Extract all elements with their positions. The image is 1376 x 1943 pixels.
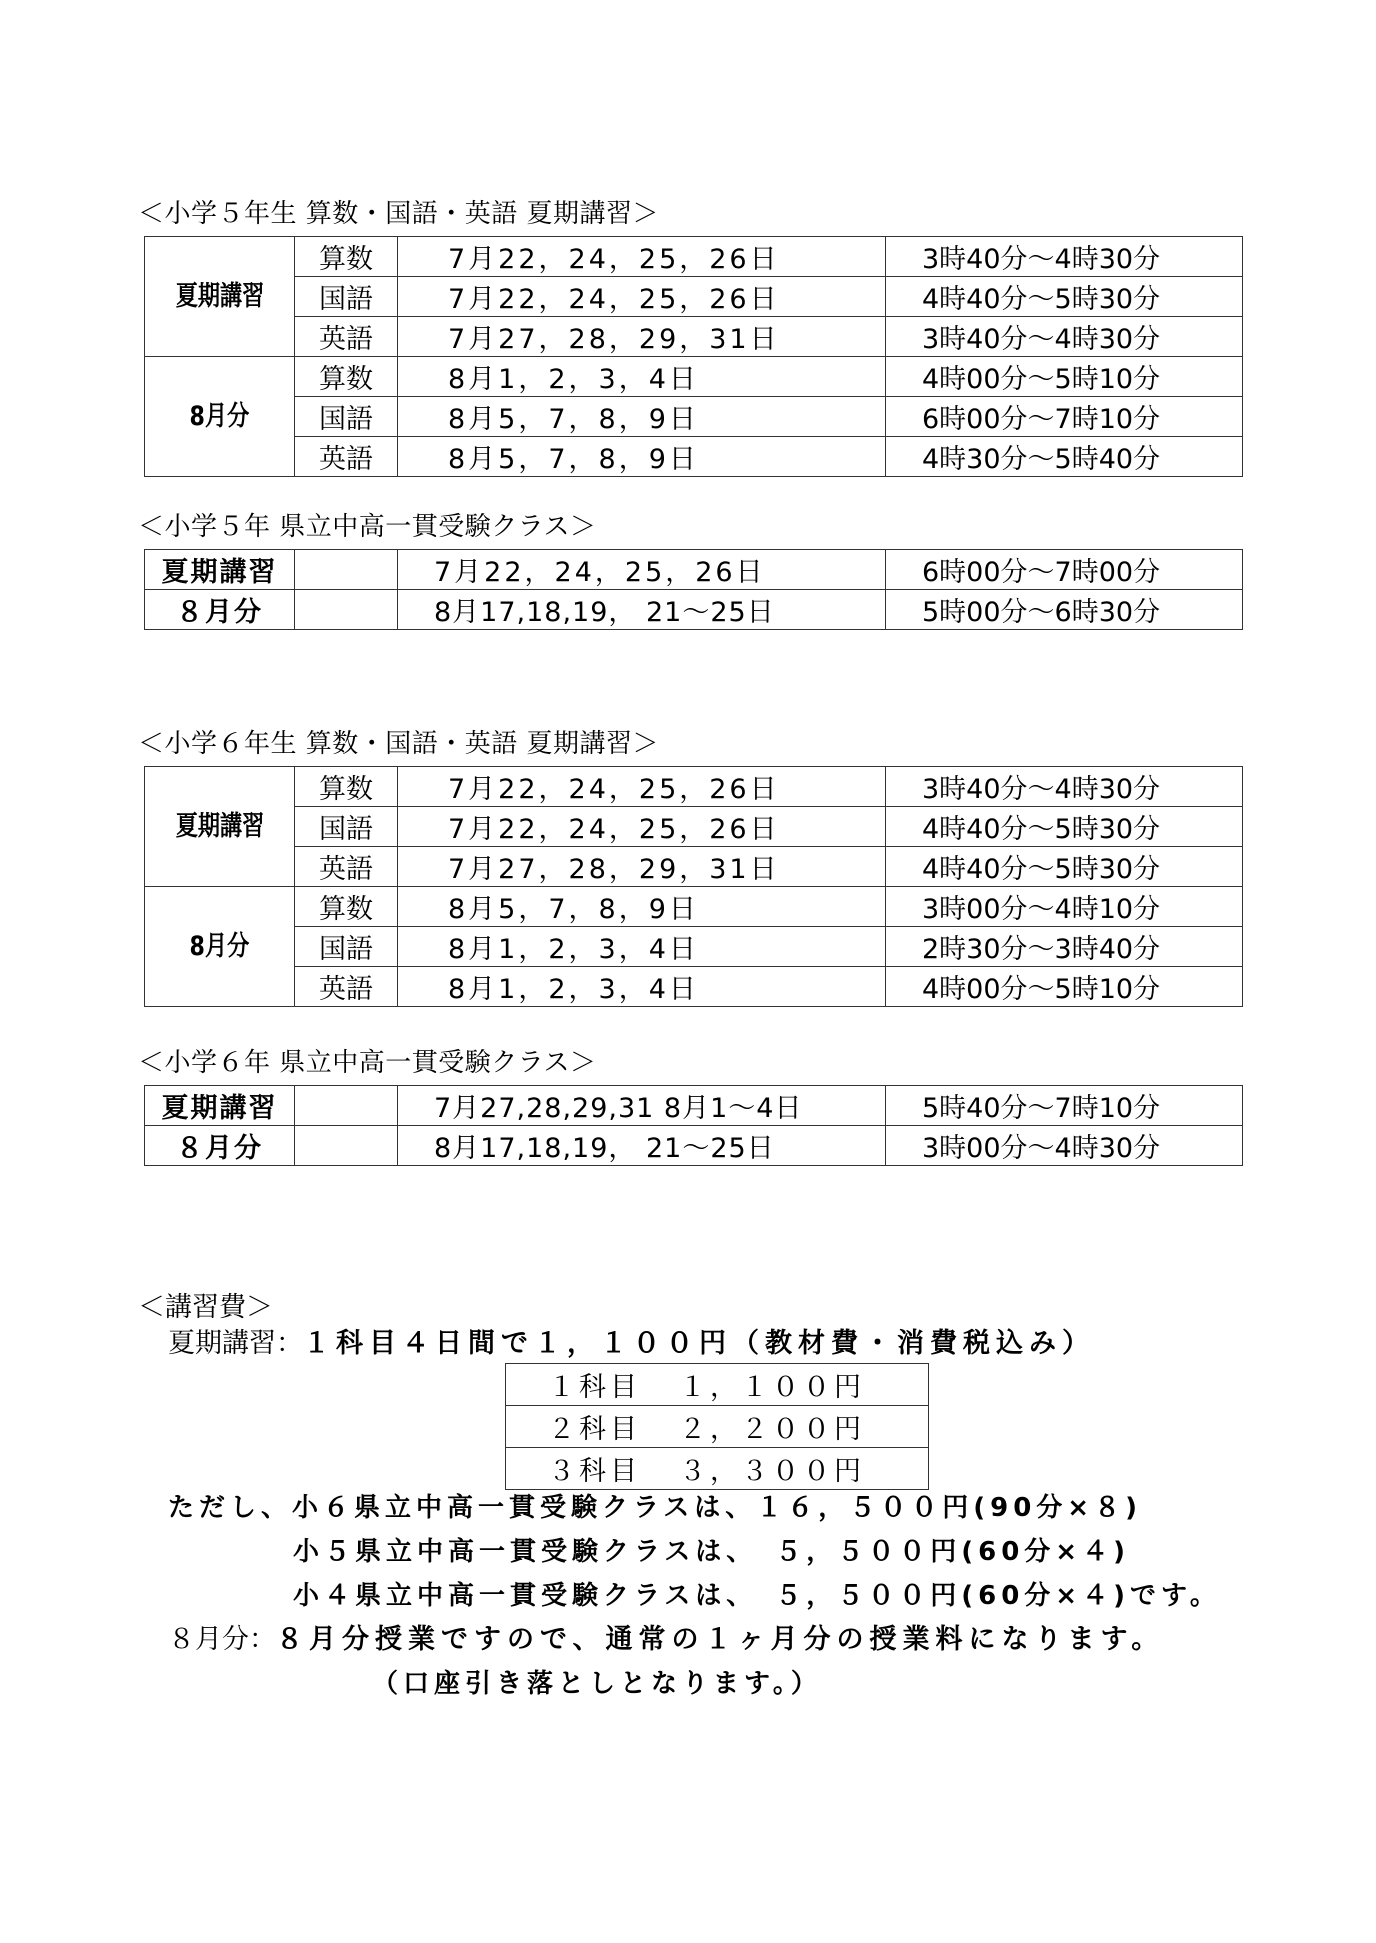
dates-cell: 8月1，2，3，4日 [398, 357, 886, 397]
fee-price-cell: ２，２００円 [659, 1406, 929, 1448]
row-label: 夏期講習 [145, 550, 295, 590]
fees-heading: ＜講習費＞ [138, 1292, 273, 1323]
fee-note: 小５県立中高一貫受験クラスは、 ５，５００円(60分×４) [293, 1537, 1130, 1567]
fee-price-cell: ３，３００円 [659, 1448, 929, 1490]
fee-price-cell: １，１００円 [659, 1364, 929, 1406]
august-fee-note: （口座引き落としとなります。） [372, 1669, 822, 1699]
table-row [506, 1448, 929, 1490]
fee-subjects-cell: ２科目 [506, 1406, 660, 1448]
table-row [145, 847, 1243, 887]
table-row [506, 1364, 929, 1406]
dates-cell: 8月17,18,19， 21～25日 [398, 590, 886, 630]
table-row [506, 1406, 929, 1448]
summer-fee-line [168, 1326, 1095, 1362]
time-cell: 5時40分～7時10分 [886, 1086, 1243, 1126]
dates-cell: 8月1，2，3，4日 [398, 927, 886, 967]
dates-cell: 8月5，7，8，9日 [398, 397, 886, 437]
subject-cell: 算数 [295, 237, 398, 277]
table-row [145, 887, 1243, 927]
table-row [145, 357, 1243, 397]
table-row [145, 1086, 1243, 1126]
time-cell: 4時30分～5時40分 [886, 437, 1243, 477]
empty-cell [295, 590, 398, 630]
dates-cell: 7月22，24，25，26日 [398, 237, 886, 277]
time-cell: 4時40分～5時30分 [886, 847, 1243, 887]
dates-cell: 7月27,28,29,31 8月1～4日 [398, 1086, 886, 1126]
table-row [145, 807, 1243, 847]
time-cell: 3時40分～4時30分 [886, 767, 1243, 807]
fee-note: ただし、小６県立中高一貫受験クラスは、１６，５００円(90分×８) [168, 1493, 1142, 1523]
summer-fee-text: １科目４日間で１，１００円（教材費・消費税込み） [303, 1328, 1095, 1359]
subject-cell: 英語 [295, 967, 398, 1007]
time-cell: 4時00分～5時10分 [886, 357, 1243, 397]
block-label: 夏期講習 [145, 767, 295, 887]
empty-cell [295, 1126, 398, 1166]
block-label: 夏期講習 [145, 237, 295, 357]
dates-cell: 8月5，7，8，9日 [398, 437, 886, 477]
table-row [145, 550, 1243, 590]
august-fee-line [168, 1622, 1164, 1658]
time-cell: 2時30分～3時40分 [886, 927, 1243, 967]
time-cell: 4時40分～5時30分 [886, 277, 1243, 317]
block-label: 8月分 [145, 887, 295, 1007]
dates-cell: 7月22，24，25，26日 [398, 550, 886, 590]
subject-cell: 英語 [295, 437, 398, 477]
august-fee-text: ８月分授業ですので、通常の１ヶ月分の授業料になります。 [276, 1624, 1165, 1655]
block-label: 8月分 [145, 357, 295, 477]
section-heading: ＜小学６年生 算数・国語・英語 夏期講習＞ [138, 729, 660, 759]
section-heading: ＜小学６年 県立中高一貫受験クラス＞ [138, 1048, 597, 1078]
table-row [145, 277, 1243, 317]
subject-cell: 算数 [295, 887, 398, 927]
section-heading: ＜小学５年生 算数・国語・英語 夏期講習＞ [138, 199, 660, 229]
table-row [145, 237, 1243, 277]
row-label: ８月分 [145, 590, 295, 630]
empty-cell [295, 550, 398, 590]
subject-cell: 国語 [295, 927, 398, 967]
table-row [145, 967, 1243, 1007]
table-row [145, 437, 1243, 477]
section-heading: ＜小学５年 県立中高一貫受験クラス＞ [138, 512, 597, 542]
time-cell: 6時00分～7時10分 [886, 397, 1243, 437]
table-row [145, 767, 1243, 807]
fee-table [505, 1363, 929, 1490]
time-cell: 4時40分～5時30分 [886, 807, 1243, 847]
time-cell: 3時00分～4時30分 [886, 1126, 1243, 1166]
table-row [145, 590, 1243, 630]
dates-cell: 8月5，7，8，9日 [398, 887, 886, 927]
time-cell: 6時00分～7時00分 [886, 550, 1243, 590]
subject-cell: 国語 [295, 807, 398, 847]
subject-cell: 英語 [295, 847, 398, 887]
fee-subjects-cell: ３科目 [506, 1448, 660, 1490]
fee-note: 小４県立中高一貫受験クラスは、 ５，５００円(60分×４)です。 [293, 1581, 1221, 1611]
empty-cell [295, 1086, 398, 1126]
schedule-table [144, 549, 1243, 630]
time-cell: 3時40分～4時30分 [886, 317, 1243, 357]
dates-cell: 7月22，24，25，26日 [398, 807, 886, 847]
schedule-table [144, 766, 1243, 1007]
row-label: ８月分 [145, 1126, 295, 1166]
dates-cell: 8月1，2，3，4日 [398, 967, 886, 1007]
table-row [145, 397, 1243, 437]
schedule-table [144, 236, 1243, 477]
fee-subjects-cell: １科目 [506, 1364, 660, 1406]
table-row [145, 317, 1243, 357]
dates-cell: 7月27，28，29，31日 [398, 847, 886, 887]
subject-cell: 算数 [295, 357, 398, 397]
summer-fee-label: 夏期講習： [168, 1328, 303, 1359]
august-fee-label: ８月分： [168, 1624, 276, 1655]
schedule-table [144, 1085, 1243, 1166]
table-row [145, 927, 1243, 967]
subject-cell: 国語 [295, 277, 398, 317]
time-cell: 3時40分～4時30分 [886, 237, 1243, 277]
time-cell: 3時00分～4時10分 [886, 887, 1243, 927]
dates-cell: 7月22，24，25，26日 [398, 277, 886, 317]
table-row [145, 1126, 1243, 1166]
dates-cell: 7月22，24，25，26日 [398, 767, 886, 807]
time-cell: 4時00分～5時10分 [886, 967, 1243, 1007]
time-cell: 5時00分～6時30分 [886, 590, 1243, 630]
dates-cell: 8月17,18,19， 21～25日 [398, 1126, 886, 1166]
subject-cell: 算数 [295, 767, 398, 807]
dates-cell: 7月27，28，29，31日 [398, 317, 886, 357]
subject-cell: 英語 [295, 317, 398, 357]
subject-cell: 国語 [295, 397, 398, 437]
row-label: 夏期講習 [145, 1086, 295, 1126]
